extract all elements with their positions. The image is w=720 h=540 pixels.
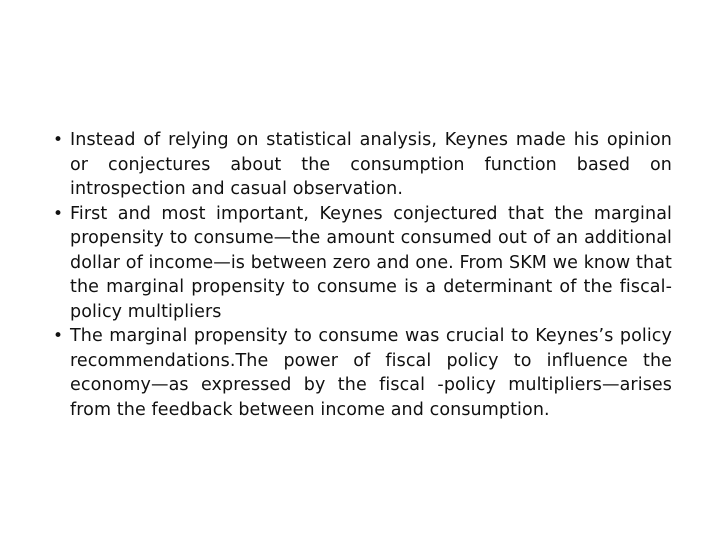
bullet-item-3: [48, 324, 672, 422]
bullet-item-2: [48, 202, 672, 325]
bullet-text: The marginal propensity to consume was crucial to Keynes’s policy recommendations.The power of fiscal policy to influence the economy—as expressed by the fiscal -policy multipliers—arises from the feedback between income and consumption.: [70, 326, 672, 420]
bullet-marker: •: [53, 326, 64, 346]
bullet-list: [48, 128, 672, 422]
bullet-marker: •: [53, 203, 64, 224]
bullet-item-1: [48, 128, 672, 202]
bullet-marker: •: [53, 130, 64, 150]
bullet-text: First and most important, Keynes conjectured that the marginal propensity to consume—the amount consumed out of an additional dollar of income—is between zero and one. From SKM we know that the marginal propensity to consume is a determinant of the fiscal-policy multipliers: [70, 203, 672, 322]
bullet-text: Instead of relying on statistical analysis, Keynes made his opinion or conjectures about the consumption function based on introspection and casual observation.: [70, 130, 672, 199]
